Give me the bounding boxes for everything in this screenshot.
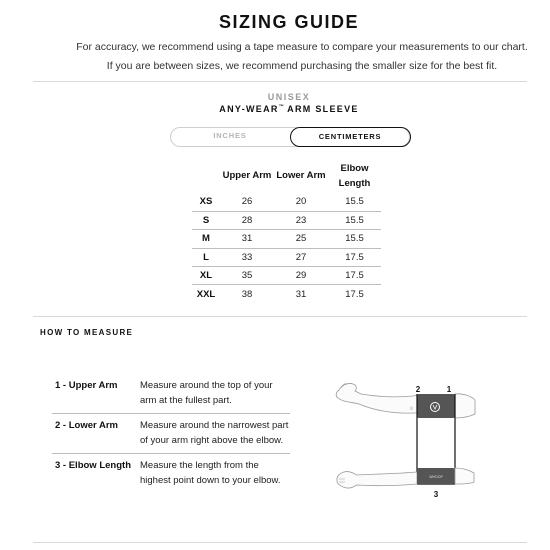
list-item: [52, 454, 290, 493]
upper-arm-cell: 33: [220, 248, 274, 266]
divider-middle: [33, 316, 527, 317]
size-cell: S: [192, 211, 220, 229]
arm-illustration-top: [336, 383, 475, 418]
size-chart-table: [192, 158, 381, 303]
arm-measurement-diagram: [333, 376, 478, 501]
table-row: [192, 193, 381, 211]
elbow-length-cell: 17.5: [328, 248, 381, 266]
lower-arm-cell: 29: [274, 267, 328, 285]
size-cell: M: [192, 230, 220, 248]
upper-arm-cell: 38: [220, 285, 274, 303]
divider-bottom: [33, 542, 527, 543]
product-name: [0, 104, 550, 114]
size-cell: XXL: [192, 285, 220, 303]
table-row: [192, 248, 381, 266]
elbow-length-cell: 15.5: [328, 211, 381, 229]
lower-arm-cell: 25: [274, 230, 328, 248]
sleeve-shape-top: [417, 394, 455, 418]
how-to-measure-heading: HOW TO MEASURE: [40, 328, 134, 337]
upper-arm-cell: 26: [241, 196, 253, 208]
elbow-length-cell: 15.5: [345, 196, 364, 208]
elbow-length-cell: 17.5: [328, 267, 381, 285]
lower-arm-cell: 20: [295, 196, 307, 208]
list-item: [52, 374, 290, 414]
size-column-header: [192, 158, 220, 193]
lower-arm-cell: 23: [274, 211, 328, 229]
size-cell: XL: [192, 267, 220, 285]
intro-text-line-2: If you are between sizes, we recommend purchasing the smaller size for the best fit.: [106, 60, 498, 72]
upper-arm-cell: 28: [220, 211, 274, 229]
trademark-symbol: ™: [278, 104, 284, 110]
upper-arm-cell: 35: [220, 267, 274, 285]
lower-arm-cell: 27: [274, 248, 328, 266]
size-cell: XS: [199, 196, 213, 208]
step-label: 3 - Elbow Length: [55, 460, 131, 471]
elbow-header-line-2: Length: [338, 177, 371, 189]
lower-arm-cell: 31: [274, 285, 328, 303]
upper-arm-cell: 31: [220, 230, 274, 248]
unit-toggle: [170, 127, 410, 147]
elbow-length-cell: 17.5: [328, 285, 381, 303]
marker-label-1: 1: [446, 385, 452, 394]
list-item: [52, 414, 290, 454]
size-cell: L: [192, 248, 220, 266]
step-description: Measure around the narrowest part of your arm right above the elbow.: [140, 420, 289, 446]
lower-arm-column-header: Lower Arm: [276, 170, 326, 181]
product-category: UNISEX: [267, 92, 311, 102]
product-name-main: ANY-WEAR: [219, 104, 279, 114]
measure-steps-list: [52, 374, 290, 493]
marker-label-3: 3: [433, 490, 439, 499]
table-row: [192, 211, 381, 229]
step-description: Measure the length from the highest point down to your elbow.: [140, 460, 281, 486]
size-table-header-row: [192, 158, 381, 193]
elbow-length-cell: 15.5: [328, 230, 381, 248]
upper-arm-column-header: Upper Arm: [222, 170, 272, 181]
centimeters-toggle-option[interactable]: CENTIMETERS: [290, 127, 411, 147]
elbow-length-column-header: [328, 158, 381, 193]
marker-label-2: 2: [415, 385, 421, 394]
sleeve-brand-text: WHOOP: [429, 475, 443, 479]
intro-text-line-1: For accuracy, we recommend using a tape measure to compare your measurements to our chart.: [76, 41, 528, 53]
table-row: [192, 285, 381, 303]
step-label: 2 - Lower Arm: [55, 420, 118, 431]
step-label: 1 - Upper Arm: [55, 380, 118, 391]
inches-toggle-option[interactable]: INCHES: [213, 130, 247, 140]
svg-text:lll: lll: [410, 406, 414, 411]
divider-top: [33, 81, 527, 82]
arm-illustration-bottom: [337, 468, 474, 488]
table-row: [192, 267, 381, 285]
page-title: SIZING GUIDE: [218, 12, 359, 32]
elbow-header-line-1: Elbow: [340, 162, 369, 174]
step-description: Measure around the top of your arm at the fullest part.: [140, 380, 273, 406]
product-name-suffix: ARM SLEEVE: [287, 104, 359, 114]
table-row: [192, 230, 381, 248]
